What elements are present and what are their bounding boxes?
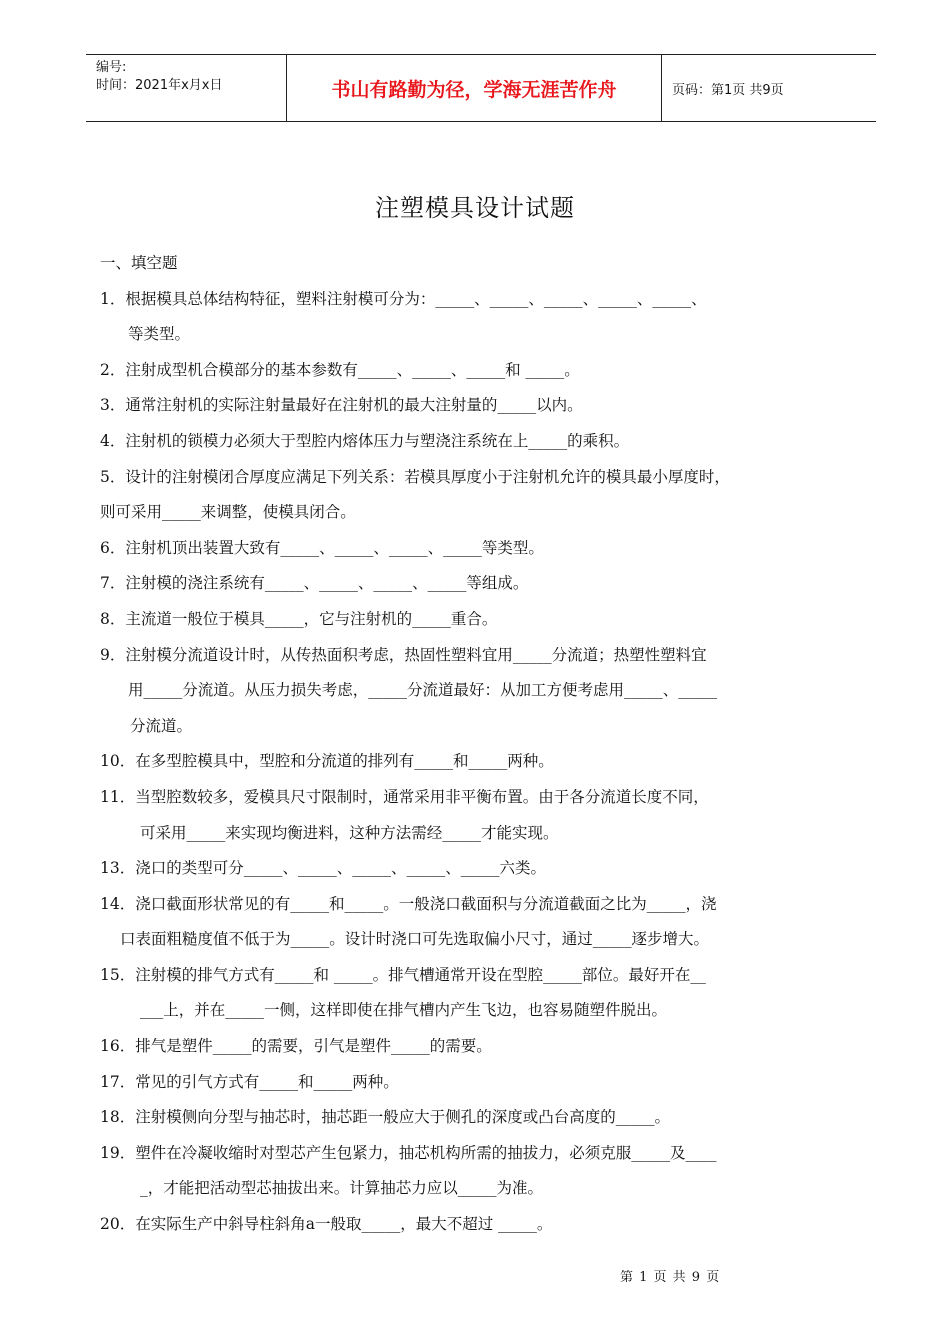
document-title: 注塑模具设计试题	[375, 194, 575, 222]
question-line: _，才能把活动型芯抽拔出来。计算抽芯力应以_____为准。	[140, 1179, 544, 1198]
page-footer: 第 1 页 共 9 页	[620, 1270, 721, 1285]
question-line: 2．注射成型机合模部分的基本参数有_____、_____、_____和 _____。	[100, 360, 580, 379]
question-line: 18．注射模侧向分型与抽芯时，抽芯距一般应大于侧孔的深度或凸台高度的_____。	[100, 1108, 670, 1127]
question-line: 4．注射机的锁模力必须大于型腔内熔体压力与塑浇注系统在上_____的乘积。	[100, 431, 630, 450]
question-line: 可采用_____来实现均衡进料，这种方法需经_____才能实现。	[140, 823, 559, 842]
question-line: 用_____分流道。从压力损失考虑，_____分流道最好：从加工方便考虑用_____、_____	[128, 681, 718, 700]
question-line: 10．在多型腔模具中，型腔和分流道的排列有_____和_____两种。	[100, 752, 554, 771]
question-line: 等类型。	[128, 325, 191, 344]
question-line: 1．根据模具总体结构特征，塑料注射模可分为：_____、_____、_____、_____、_____、	[100, 289, 707, 308]
document-number-label: 编号:	[96, 60, 127, 75]
header-motto: 书山有路勤为径，学海无涯苦作舟	[286, 55, 662, 121]
question-line: 15．注射模的排气方式有_____和 _____。排气槽通常开设在型腔_____部位。最好开在__	[100, 965, 706, 984]
question-line: 14．浇口截面形状常见的有_____和_____。一般浇口截面积与分流道截面之比为_____，浇	[100, 894, 717, 913]
question-line: 则可采用_____来调整，使模具闭合。	[100, 503, 356, 522]
header-page-info: 页码：第1页 共9页	[672, 82, 784, 98]
section-heading: 一、填空题	[100, 254, 178, 272]
question-line: 13．浇口的类型可分_____、_____、_____、_____、_____六类。	[100, 859, 546, 878]
question-line: ___上，并在_____一侧，这样即使在排气槽内产生飞边，也容易随塑件脱出。	[140, 1001, 668, 1020]
header-meta	[86, 55, 286, 121]
question-list	[100, 246, 875, 1243]
question-line: 8．主流道一般位于模具_____，它与注射机的_____重合。	[100, 609, 498, 628]
page-header	[86, 54, 876, 122]
question-line: 5．设计的注射模闭合厚度应满足下列关系：若模具厚度小于注射机允许的模具最小厚度时，	[100, 467, 730, 486]
question-line: 11．当型腔数较多，爱模具尺寸限制时，通常采用非平衡布置。由于各分流道长度不同，	[100, 787, 709, 806]
question-line: 17．常见的引气方式有_____和_____两种。	[100, 1072, 399, 1091]
question-line: 16．排气是塑件_____的需要，引气是塑件_____的需要。	[100, 1037, 492, 1056]
question-line: 6．注射机顶出装置大致有_____、_____、_____、_____等类型。	[100, 538, 544, 557]
question-line: 3．通常注射机的实际注射量最好在注射机的最大注射量的_____以内。	[100, 396, 583, 415]
document-time-label: 时间：2021年x月x日	[96, 78, 223, 93]
question-line: 9．注射模分流道设计时，从传热面积考虑，热固性塑料宜用_____分流道；热塑性塑料宜	[100, 645, 707, 664]
question-line: 7．注射模的浇注系统有_____、_____、_____、_____等组成。	[100, 574, 529, 593]
question-line: 20．在实际生产中斜导柱斜角a一般取_____，最大不超过 _____。	[100, 1215, 553, 1234]
question-line: 分流道。	[130, 716, 193, 735]
question-line: 口表面粗糙度值不低于为_____。设计时浇口可先选取偏小尺寸，通过_____逐步增大。	[120, 930, 710, 949]
question-line: 19．塑件在冷凝收缩时对型芯产生包紧力，抽芯机构所需的抽拔力，必须克服_____及____	[100, 1143, 717, 1162]
